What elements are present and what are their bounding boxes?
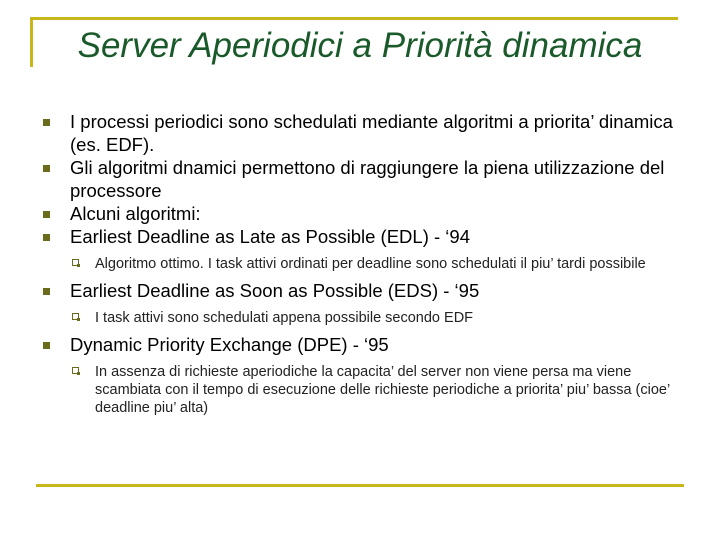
bullet-text: I processi periodici sono schedulati mediante algoritmi a priorita’ dinamica (es. EDF).	[70, 111, 673, 155]
bullet-item	[40, 110, 690, 156]
bottom-rule	[36, 484, 684, 487]
hollow-square-bullet-icon	[72, 313, 79, 320]
bullet-item	[40, 156, 690, 202]
hollow-square-bullet-icon	[72, 367, 79, 374]
bullet-item	[40, 279, 690, 302]
sub-bullet-text: Algoritmo ottimo. I task attivi ordinati per deadline sono schedulati il piu’ tardi possibile	[95, 256, 646, 272]
square-bullet-icon	[43, 165, 50, 172]
bullet-text: Earliest Deadline as Late as Possible (EDL) - ‘94	[70, 226, 470, 247]
bullet-text: Earliest Deadline as Soon as Possible (EDS) - ‘95	[70, 280, 480, 301]
bullet-item	[40, 333, 690, 356]
bullet-text: Gli algoritmi dnamici permettono di raggiungere la piena utilizzazione del processore	[70, 157, 665, 201]
top-rule	[30, 17, 678, 20]
bullet-item	[40, 202, 690, 225]
sub-bullet-item	[40, 309, 690, 327]
sub-bullet-item	[40, 363, 690, 417]
slide-title: Server Aperiodici a Priorità dinamica	[77, 26, 643, 65]
sub-bullet-text: In assenza di richieste aperiodiche la capacita’ del server non viene persa ma viene scambiata con il tempo di esecuzione delle richieste periodiche a priorita’ piu’ bassa (cioe’ deadline piu’ alta)	[95, 364, 670, 416]
square-bullet-icon	[43, 288, 50, 295]
sub-bullet-item	[40, 255, 690, 273]
square-bullet-icon	[43, 211, 50, 218]
square-bullet-icon	[43, 342, 50, 349]
bullet-item	[40, 225, 690, 248]
bullet-text: Alcuni algoritmi:	[70, 203, 201, 224]
hollow-square-bullet-icon	[72, 259, 79, 266]
square-bullet-icon	[43, 119, 50, 126]
bullet-text: Dynamic Priority Exchange (DPE) - ‘95	[70, 334, 389, 355]
sub-bullet-text: I task attivi sono schedulati appena possibile secondo EDF	[95, 310, 474, 326]
bullet-list	[40, 110, 690, 423]
square-bullet-icon	[43, 234, 50, 241]
